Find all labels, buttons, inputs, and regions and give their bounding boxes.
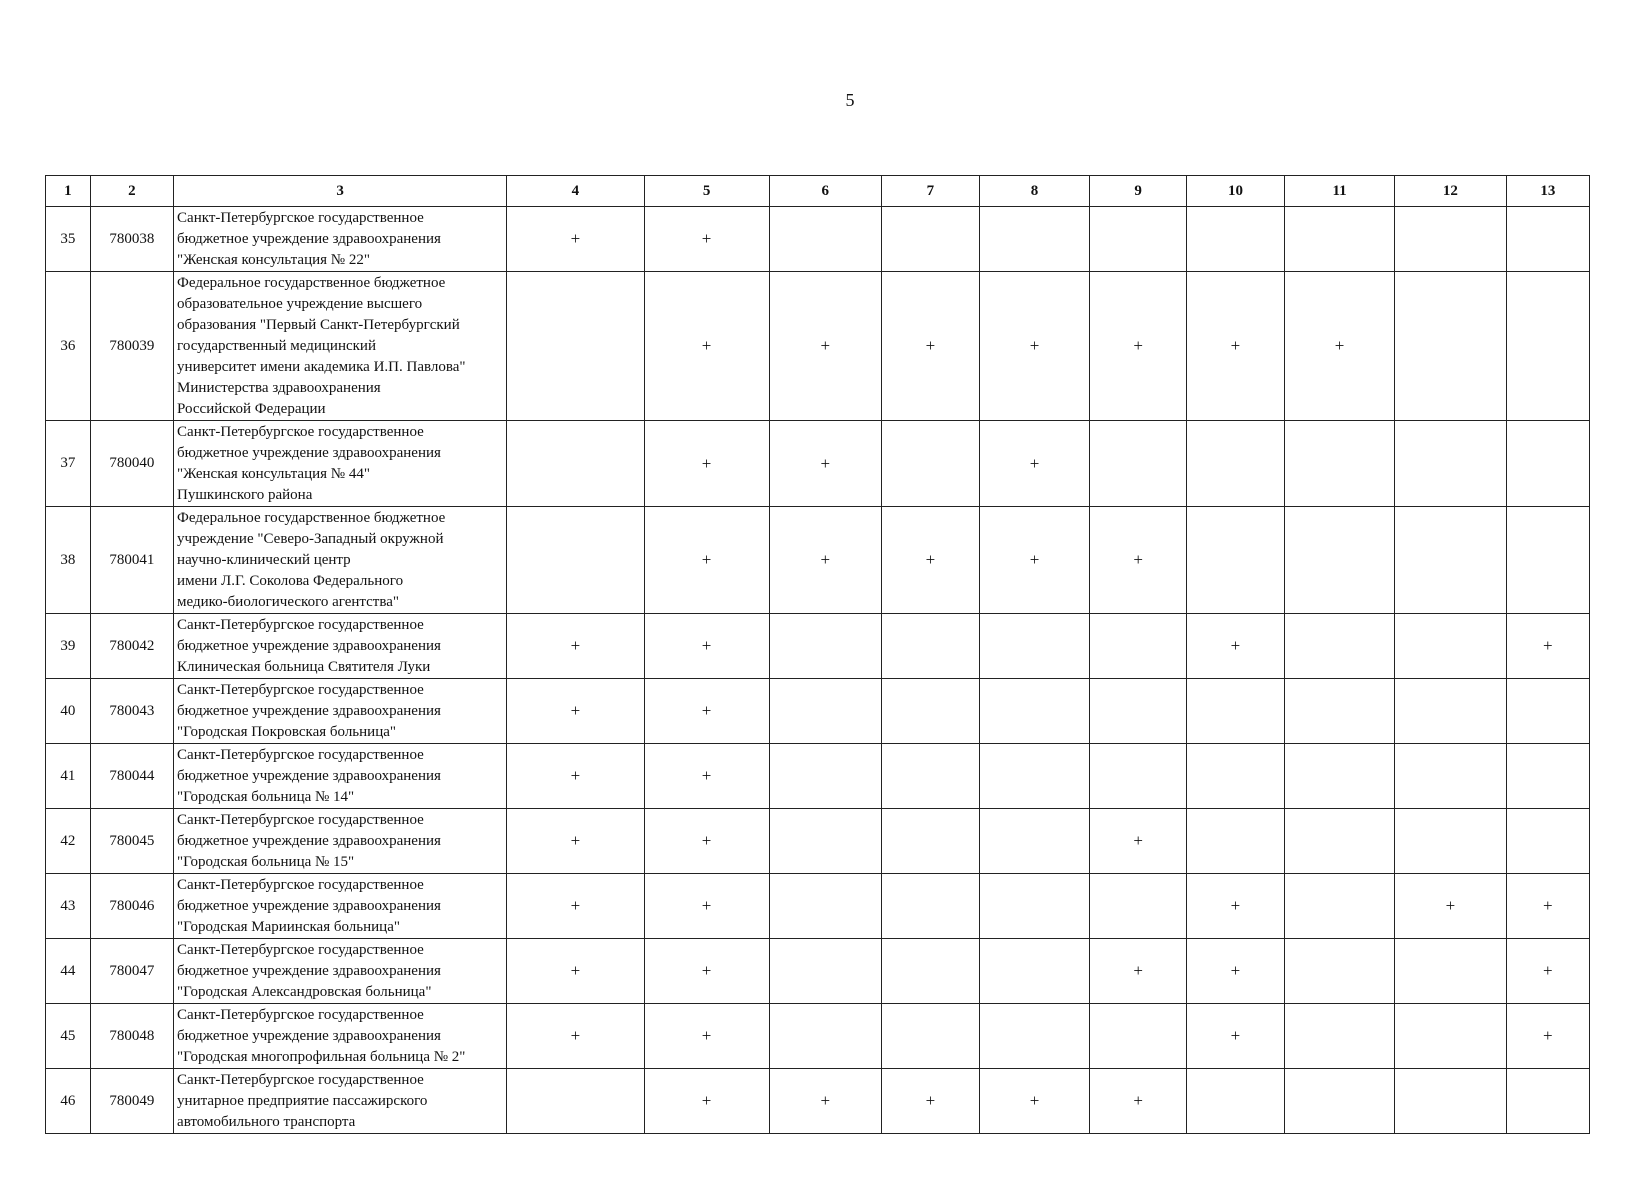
mark-cell-col-4: + (507, 614, 644, 679)
mark-cell-col-12: + (1395, 874, 1506, 939)
row-number: 38 (46, 507, 91, 614)
mark-cell-col-6: + (769, 1069, 881, 1134)
row-number: 43 (46, 874, 91, 939)
mark-cell-col-13: + (1506, 939, 1589, 1004)
row-number: 35 (46, 207, 91, 272)
mark-cell-col-8 (979, 874, 1089, 939)
mark-cell-col-4: + (507, 744, 644, 809)
column-header-7: 7 (881, 176, 979, 207)
mark-cell-col-7 (881, 1004, 979, 1069)
mark-cell-col-8 (979, 1004, 1089, 1069)
mark-cell-col-10: + (1187, 1004, 1285, 1069)
mark-cell-col-4: + (507, 939, 644, 1004)
mark-cell-col-11 (1284, 874, 1394, 939)
column-header-4: 4 (507, 176, 644, 207)
table-row (46, 1004, 1590, 1069)
mark-cell-col-7 (881, 809, 979, 874)
table-row (46, 809, 1590, 874)
mark-cell-col-5: + (644, 421, 769, 507)
organization-code: 780042 (90, 614, 173, 679)
mark-cell-col-13: + (1506, 874, 1589, 939)
mark-cell-col-5: + (644, 744, 769, 809)
table-body (46, 207, 1590, 1134)
mark-cell-col-11 (1284, 809, 1394, 874)
header-row (46, 176, 1590, 207)
mark-cell-col-8 (979, 809, 1089, 874)
page-number: 5 (845, 90, 855, 110)
mark-cell-col-6: + (769, 272, 881, 421)
mark-cell-col-7: + (881, 272, 979, 421)
mark-cell-col-8 (979, 939, 1089, 1004)
organization-code: 780040 (90, 421, 173, 507)
row-number: 44 (46, 939, 91, 1004)
mark-cell-col-13: + (1506, 614, 1589, 679)
mark-cell-col-11 (1284, 421, 1394, 507)
mark-cell-col-13 (1506, 421, 1589, 507)
mark-cell-col-12 (1395, 507, 1506, 614)
organization-code: 780039 (90, 272, 173, 421)
mark-cell-col-9: + (1090, 1069, 1187, 1134)
table-row (46, 874, 1590, 939)
mark-cell-col-5: + (644, 679, 769, 744)
table-row (46, 744, 1590, 809)
mark-cell-col-5: + (644, 507, 769, 614)
mark-cell-col-10: + (1187, 614, 1285, 679)
mark-cell-col-13 (1506, 744, 1589, 809)
mark-cell-col-5: + (644, 1004, 769, 1069)
column-header-8: 8 (979, 176, 1089, 207)
column-header-1: 1 (46, 176, 91, 207)
organization-name: Санкт-Петербургское государственное бюджетное учреждение здравоохранения "Городская Покровская больница" (174, 679, 507, 744)
mark-cell-col-12 (1395, 939, 1506, 1004)
mark-cell-col-13 (1506, 1069, 1589, 1134)
table-row (46, 507, 1590, 614)
mark-cell-col-11 (1284, 614, 1394, 679)
mark-cell-col-6 (769, 744, 881, 809)
mark-cell-col-5: + (644, 939, 769, 1004)
mark-cell-col-4: + (507, 207, 644, 272)
mark-cell-col-10: + (1187, 874, 1285, 939)
organization-code: 780045 (90, 809, 173, 874)
column-header-13: 13 (1506, 176, 1589, 207)
organization-code: 780044 (90, 744, 173, 809)
organization-name: Санкт-Петербургское государственное унитарное предприятие пассажирского автомобильного транспорта (174, 1069, 507, 1134)
column-header-5: 5 (644, 176, 769, 207)
organization-name: Санкт-Петербургское государственное бюджетное учреждение здравоохранения "Городская больница № 14" (174, 744, 507, 809)
mark-cell-col-6: + (769, 421, 881, 507)
mark-cell-col-12 (1395, 207, 1506, 272)
mark-cell-col-5: + (644, 272, 769, 421)
organization-code: 780047 (90, 939, 173, 1004)
row-number: 40 (46, 679, 91, 744)
mark-cell-col-11 (1284, 507, 1394, 614)
organization-name: Федеральное государственное бюджетное образовательное учреждение высшего образования "Первый Санкт-Петербургский государственный медицинский университет имени академика И.П. Павлова" Министерства здравоохранения Российской Федерации (174, 272, 507, 421)
mark-cell-col-4: + (507, 809, 644, 874)
mark-cell-col-4 (507, 1069, 644, 1134)
mark-cell-col-11 (1284, 1069, 1394, 1134)
column-header-10: 10 (1187, 176, 1285, 207)
table-row (46, 679, 1590, 744)
mark-cell-col-6 (769, 679, 881, 744)
mark-cell-col-10 (1187, 507, 1285, 614)
mark-cell-col-10 (1187, 809, 1285, 874)
mark-cell-col-12 (1395, 679, 1506, 744)
column-header-6: 6 (769, 176, 881, 207)
mark-cell-col-7 (881, 207, 979, 272)
organization-name: Санкт-Петербургское государственное бюджетное учреждение здравоохранения "Городская многопрофильная больница № 2" (174, 1004, 507, 1069)
mark-cell-col-4 (507, 507, 644, 614)
mark-cell-col-4: + (507, 679, 644, 744)
mark-cell-col-6 (769, 874, 881, 939)
mark-cell-col-10: + (1187, 939, 1285, 1004)
mark-cell-col-5: + (644, 614, 769, 679)
column-header-9: 9 (1090, 176, 1187, 207)
organization-code: 780038 (90, 207, 173, 272)
mark-cell-col-7 (881, 614, 979, 679)
mark-cell-col-11 (1284, 1004, 1394, 1069)
mark-cell-col-8 (979, 614, 1089, 679)
organization-name: Санкт-Петербургское государственное бюджетное учреждение здравоохранения "Городская Мариинская больница" (174, 874, 507, 939)
mark-cell-col-9: + (1090, 809, 1187, 874)
mark-cell-col-6 (769, 614, 881, 679)
mark-cell-col-13 (1506, 207, 1589, 272)
row-number: 41 (46, 744, 91, 809)
mark-cell-col-7: + (881, 1069, 979, 1134)
mark-cell-col-7: + (881, 507, 979, 614)
mark-cell-col-8: + (979, 272, 1089, 421)
mark-cell-col-4 (507, 272, 644, 421)
mark-cell-col-10 (1187, 421, 1285, 507)
mark-cell-col-9 (1090, 874, 1187, 939)
row-number: 42 (46, 809, 91, 874)
mark-cell-col-6 (769, 809, 881, 874)
organization-name: Санкт-Петербургское государственное бюджетное учреждение здравоохранения Клиническая больница Святителя Луки (174, 614, 507, 679)
organization-name: Санкт-Петербургское государственное бюджетное учреждение здравоохранения "Женская консультация № 22" (174, 207, 507, 272)
mark-cell-col-9: + (1090, 507, 1187, 614)
mark-cell-col-10 (1187, 744, 1285, 809)
mark-cell-col-9 (1090, 744, 1187, 809)
registry-table-container (45, 175, 1590, 1134)
mark-cell-col-9 (1090, 207, 1187, 272)
mark-cell-col-12 (1395, 421, 1506, 507)
mark-cell-col-13 (1506, 272, 1589, 421)
mark-cell-col-8: + (979, 507, 1089, 614)
organization-code: 780043 (90, 679, 173, 744)
mark-cell-col-11: + (1284, 272, 1394, 421)
mark-cell-col-6: + (769, 507, 881, 614)
mark-cell-col-7 (881, 679, 979, 744)
organization-name: Санкт-Петербургское государственное бюджетное учреждение здравоохранения "Городская больница № 15" (174, 809, 507, 874)
mark-cell-col-13: + (1506, 1004, 1589, 1069)
organization-name: Санкт-Петербургское государственное бюджетное учреждение здравоохранения "Городская Александровская больница" (174, 939, 507, 1004)
mark-cell-col-9: + (1090, 939, 1187, 1004)
mark-cell-col-10 (1187, 679, 1285, 744)
registry-table (45, 175, 1590, 1134)
mark-cell-col-11 (1284, 744, 1394, 809)
mark-cell-col-8: + (979, 421, 1089, 507)
mark-cell-col-10: + (1187, 272, 1285, 421)
mark-cell-col-5: + (644, 809, 769, 874)
table-row (46, 207, 1590, 272)
organization-name: Федеральное государственное бюджетное учреждение "Северо-Западный окружной научно-клинический центр имени Л.Г. Соколова Федерального медико-биологического агентства" (174, 507, 507, 614)
mark-cell-col-9 (1090, 1004, 1187, 1069)
table-row (46, 1069, 1590, 1134)
row-number: 46 (46, 1069, 91, 1134)
column-header-11: 11 (1284, 176, 1394, 207)
mark-cell-col-7 (881, 874, 979, 939)
mark-cell-col-13 (1506, 507, 1589, 614)
mark-cell-col-8 (979, 679, 1089, 744)
organization-code: 780046 (90, 874, 173, 939)
mark-cell-col-12 (1395, 1069, 1506, 1134)
mark-cell-col-5: + (644, 874, 769, 939)
mark-cell-col-9: + (1090, 272, 1187, 421)
organization-code: 780041 (90, 507, 173, 614)
mark-cell-col-13 (1506, 679, 1589, 744)
table-row (46, 272, 1590, 421)
table-row (46, 939, 1590, 1004)
mark-cell-col-11 (1284, 939, 1394, 1004)
mark-cell-col-11 (1284, 679, 1394, 744)
mark-cell-col-7 (881, 939, 979, 1004)
mark-cell-col-5: + (644, 207, 769, 272)
column-header-3: 3 (174, 176, 507, 207)
mark-cell-col-4 (507, 421, 644, 507)
mark-cell-col-6 (769, 1004, 881, 1069)
row-number: 36 (46, 272, 91, 421)
mark-cell-col-12 (1395, 744, 1506, 809)
column-header-12: 12 (1395, 176, 1506, 207)
mark-cell-col-9 (1090, 421, 1187, 507)
mark-cell-col-6 (769, 207, 881, 272)
mark-cell-col-12 (1395, 1004, 1506, 1069)
organization-code: 780048 (90, 1004, 173, 1069)
mark-cell-col-9 (1090, 679, 1187, 744)
mark-cell-col-13 (1506, 809, 1589, 874)
mark-cell-col-4: + (507, 1004, 644, 1069)
organization-code: 780049 (90, 1069, 173, 1134)
mark-cell-col-7 (881, 421, 979, 507)
column-header-2: 2 (90, 176, 173, 207)
table-row (46, 421, 1590, 507)
mark-cell-col-12 (1395, 614, 1506, 679)
mark-cell-col-12 (1395, 809, 1506, 874)
mark-cell-col-8: + (979, 1069, 1089, 1134)
table-row (46, 614, 1590, 679)
mark-cell-col-10 (1187, 207, 1285, 272)
mark-cell-col-4: + (507, 874, 644, 939)
row-number: 37 (46, 421, 91, 507)
mark-cell-col-7 (881, 744, 979, 809)
row-number: 45 (46, 1004, 91, 1069)
mark-cell-col-12 (1395, 272, 1506, 421)
mark-cell-col-8 (979, 744, 1089, 809)
row-number: 39 (46, 614, 91, 679)
mark-cell-col-11 (1284, 207, 1394, 272)
organization-name: Санкт-Петербургское государственное бюджетное учреждение здравоохранения "Женская консультация № 44" Пушкинского района (174, 421, 507, 507)
mark-cell-col-5: + (644, 1069, 769, 1134)
mark-cell-col-8 (979, 207, 1089, 272)
mark-cell-col-10 (1187, 1069, 1285, 1134)
mark-cell-col-6 (769, 939, 881, 1004)
mark-cell-col-9 (1090, 614, 1187, 679)
